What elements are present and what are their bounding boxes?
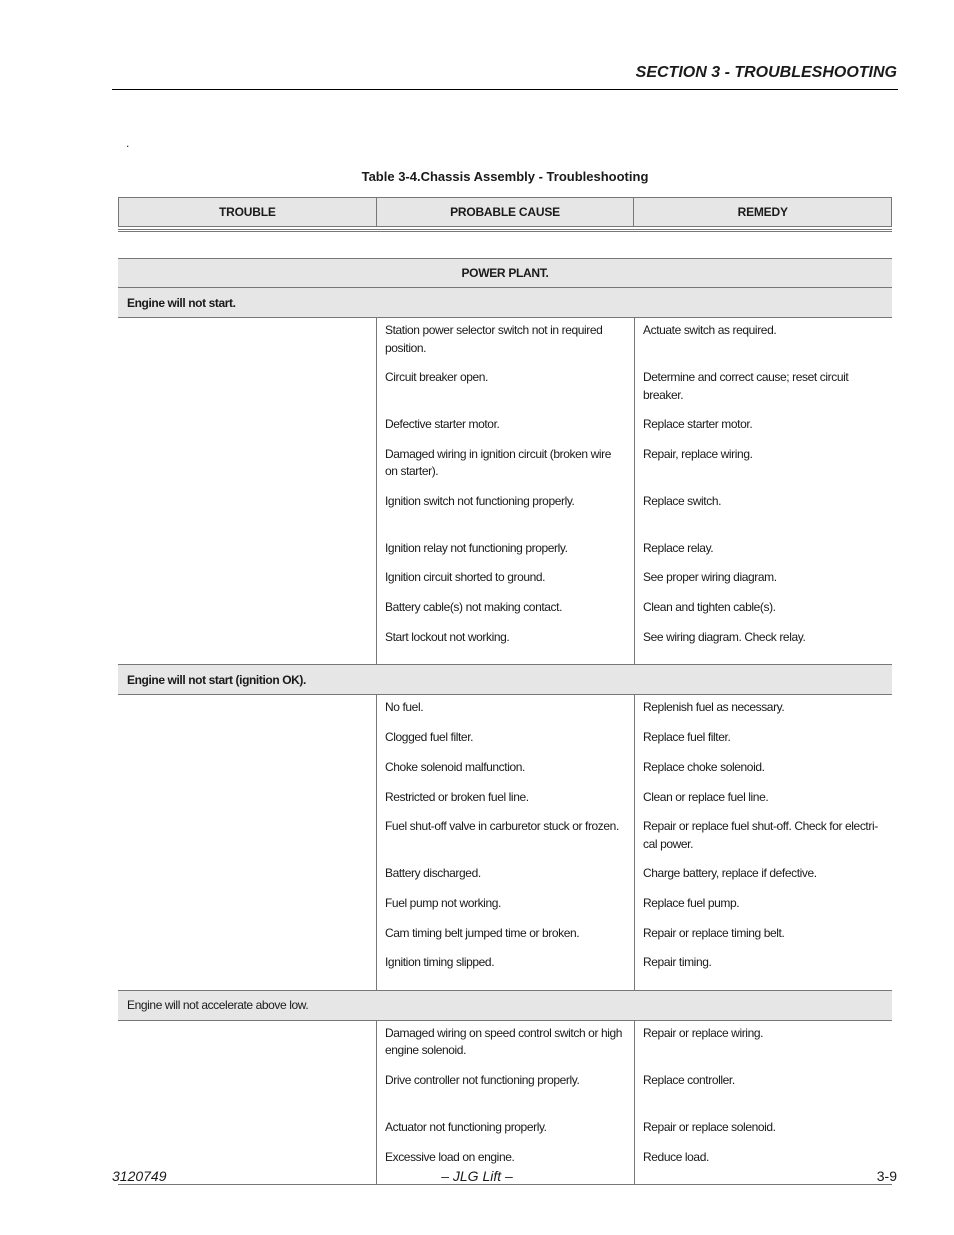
remedy-cell: Repair timing.: [643, 955, 712, 970]
probable-cause-cell: Start lockout not working.: [385, 629, 510, 644]
probable-cause-cell: Circuit breaker open.: [385, 370, 488, 384]
remedy-cell: Repair, replace wiring.: [643, 446, 753, 461]
probable-cause-cell: Ignition circuit shorted to ground.: [385, 570, 546, 585]
probable-cause-cell: Damaged wiring on speed control switch or high engine solenoid.: [385, 1025, 623, 1058]
trouble-rows: [118, 695, 892, 991]
remedy-cell: See proper wiring diagram.: [643, 570, 777, 585]
remedy-cell: Replace relay.: [643, 540, 714, 555]
remedy-cell: See wiring diagram. Check relay.: [643, 629, 806, 644]
troubleshooting-table: [118, 258, 892, 1185]
page-number: 3-9: [876, 1168, 897, 1184]
remedy-cell: Replace fuel filter.: [643, 730, 731, 745]
section-heading: POWER PLANT.: [118, 258, 892, 288]
stray-mark: .: [126, 136, 130, 150]
remedy-cell: Replace fuel pump.: [643, 895, 740, 910]
probable-cause-cell: Clogged fuel filter.: [385, 730, 474, 745]
probable-cause-column: [376, 695, 634, 990]
probable-cause-column: [376, 1021, 634, 1184]
column-header-remedy: REMEDY: [633, 198, 891, 226]
probable-cause-cell: No fuel.: [385, 700, 424, 715]
remedy-cell: Replace switch.: [643, 493, 722, 508]
remedy-cell: Determine and correct cause; reset circuit breaker.: [643, 370, 849, 402]
remedy-cell: Replace controller.: [643, 1072, 735, 1087]
remedy-cell: Repair or replace solenoid.: [643, 1119, 776, 1134]
remedy-cell: Reduce load.: [643, 1149, 709, 1164]
probable-cause-cell: Ignition switch not functioning properly.: [385, 493, 575, 508]
trouble-column-empty: [118, 1021, 376, 1184]
remedy-cell: Repair or replace fuel shut-off. Check for electri-cal power.: [643, 819, 878, 851]
trouble-column-empty: [118, 318, 376, 664]
remedy-cell: Actuate switch as required.: [643, 323, 777, 337]
probable-cause-cell: Fuel shut-off valve in carburetor stuck or frozen.: [385, 819, 619, 834]
probable-cause-cell: Defective starter motor.: [385, 417, 500, 431]
probable-cause-cell: Battery cable(s) not making contact.: [385, 600, 563, 615]
remedy-column: [634, 1021, 892, 1184]
remedy-cell: Clean or replace fuel line.: [643, 789, 769, 804]
footer-brand: – JLG Lift –: [441, 1168, 513, 1184]
section-title: SECTION 3 - TROUBLESHOOTING: [635, 64, 897, 81]
column-header-probable-cause: PROBABLE CAUSE: [376, 198, 634, 226]
column-header-trouble: TROUBLE: [219, 205, 276, 219]
probable-cause-column: [376, 318, 634, 664]
remedy-column: [634, 695, 892, 990]
probable-cause-cell: Battery discharged.: [385, 866, 481, 881]
remedy-cell: Clean and tighten cable(s).: [643, 600, 776, 615]
trouble-heading: Engine will not start.: [118, 288, 892, 318]
probable-cause-cell: Station power selector switch not in required position.: [385, 323, 603, 355]
probable-cause-cell: Ignition relay not functioning properly.: [385, 540, 568, 555]
trouble-column-empty: [118, 695, 376, 990]
probable-cause-cell: Drive controller not functioning properly.: [385, 1072, 580, 1087]
trouble-rows: [118, 1021, 892, 1185]
trouble-rows: [118, 318, 892, 665]
remedy-cell: Repair or replace timing belt.: [643, 925, 785, 940]
remedy-cell: Repair or replace wiring.: [643, 1025, 764, 1040]
remedy-cell: Replace choke solenoid.: [643, 759, 765, 774]
header-rule: [112, 89, 898, 90]
document-number: 3120749: [112, 1168, 167, 1184]
probable-cause-cell: Fuel pump not working.: [385, 895, 501, 910]
probable-cause-cell: Choke solenoid malfunction.: [385, 759, 525, 774]
probable-cause-cell: Excessive load on engine.: [385, 1149, 515, 1164]
trouble-heading: Engine will not start (ignition OK).: [118, 665, 892, 695]
probable-cause-cell: Restricted or broken fuel line.: [385, 789, 529, 804]
probable-cause-cell: Ignition timing slipped.: [385, 955, 495, 970]
probable-cause-cell: Damaged wiring in ignition circuit (broken wire on starter).: [385, 446, 611, 479]
table-title: Table 3-4.Chassis Assembly - Troubleshooting: [361, 169, 649, 184]
probable-cause-cell: Actuator not functioning properly.: [385, 1119, 547, 1134]
remedy-cell: Charge battery, replace if defective.: [643, 866, 817, 881]
trouble-heading: Engine will not accelerate above low.: [118, 991, 892, 1021]
remedy-cell: Replenish fuel as necessary.: [643, 700, 785, 715]
remedy-cell: Replace starter motor.: [643, 417, 753, 431]
remedy-column: [634, 318, 892, 664]
header-double-rule: [118, 229, 892, 232]
table-column-headers: [118, 197, 892, 227]
probable-cause-cell: Cam timing belt jumped time or broken.: [385, 925, 580, 940]
